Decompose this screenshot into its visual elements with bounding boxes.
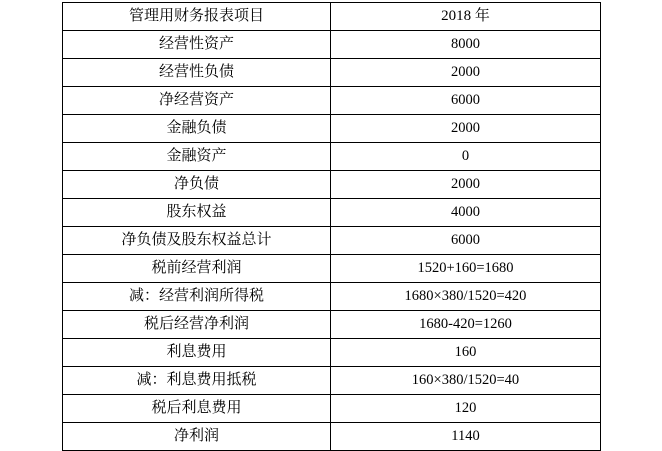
row-value: 120 <box>331 395 601 423</box>
row-label: 税后经营净利润 <box>63 311 331 339</box>
row-value: 8000 <box>331 31 601 59</box>
row-value: 6000 <box>331 227 601 255</box>
table-row <box>63 59 601 87</box>
row-label: 减：经营利润所得税 <box>63 283 331 311</box>
row-label: 减：利息费用抵税 <box>63 367 331 395</box>
row-value: 2000 <box>331 171 601 199</box>
table-row <box>63 255 601 283</box>
row-value: 160×380/1520=40 <box>331 367 601 395</box>
row-label: 税后利息费用 <box>63 395 331 423</box>
row-label: 金融资产 <box>63 143 331 171</box>
row-value: 2000 <box>331 115 601 143</box>
row-label: 净经营资产 <box>63 87 331 115</box>
table-row <box>63 423 601 451</box>
row-label: 税前经营利润 <box>63 255 331 283</box>
table-row <box>63 311 601 339</box>
document-page <box>0 2 662 444</box>
table-row <box>63 339 601 367</box>
table-row <box>63 143 601 171</box>
row-value: 2000 <box>331 59 601 87</box>
table-row <box>63 367 601 395</box>
row-value: 0 <box>331 143 601 171</box>
column-header-year: 2018 年 <box>331 3 601 31</box>
table-header-row <box>63 3 601 31</box>
row-value: 160 <box>331 339 601 367</box>
table-row <box>63 199 601 227</box>
table-row <box>63 87 601 115</box>
row-label: 利息费用 <box>63 339 331 367</box>
row-label: 净负债及股东权益总计 <box>63 227 331 255</box>
table-body <box>63 3 601 451</box>
row-label: 股东权益 <box>63 199 331 227</box>
table-row <box>63 31 601 59</box>
table-row <box>63 115 601 143</box>
column-header-item: 管理用财务报表项目 <box>63 3 331 31</box>
row-label: 金融负债 <box>63 115 331 143</box>
row-label: 净利润 <box>63 423 331 451</box>
row-label: 净负债 <box>63 171 331 199</box>
row-value: 1520+160=1680 <box>331 255 601 283</box>
table-row <box>63 283 601 311</box>
row-value: 4000 <box>331 199 601 227</box>
row-value: 1140 <box>331 423 601 451</box>
table-row <box>63 227 601 255</box>
management-financial-statement-table <box>62 2 601 451</box>
table-row <box>63 171 601 199</box>
row-value: 1680×380/1520=420 <box>331 283 601 311</box>
row-value: 1680-420=1260 <box>331 311 601 339</box>
row-label: 经营性负债 <box>63 59 331 87</box>
row-value: 6000 <box>331 87 601 115</box>
row-label: 经营性资产 <box>63 31 331 59</box>
table-row <box>63 395 601 423</box>
